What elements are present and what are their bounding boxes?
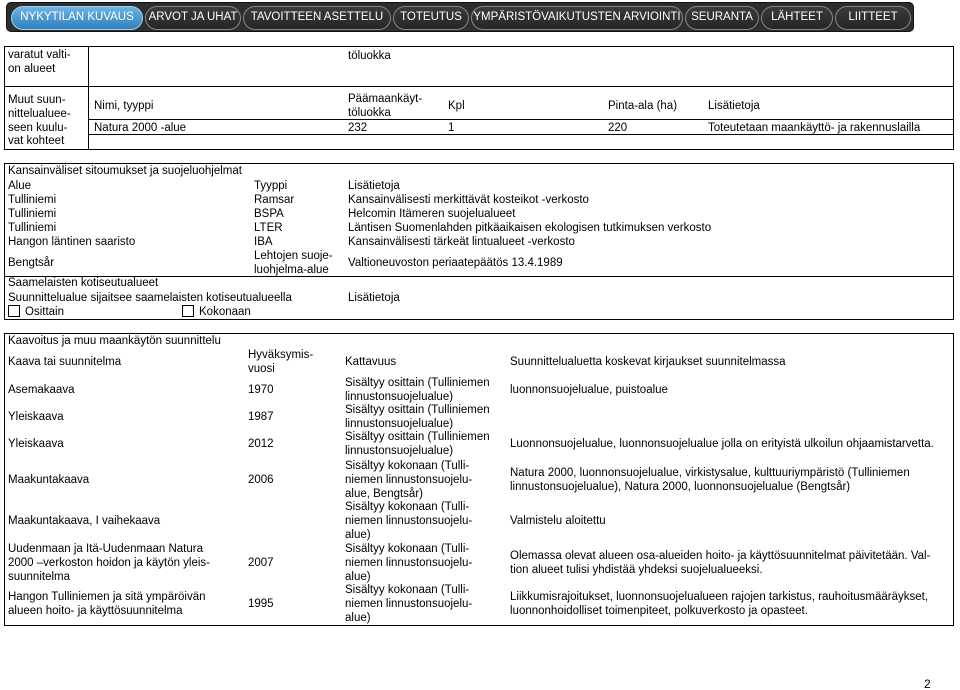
plan-row-notes: luonnonsuojelualue, puistoalue xyxy=(510,384,668,396)
table-row-area: Tulliniemi xyxy=(8,208,57,220)
plan-row-notes: Liikkumisrajoitukset, luonnonsuojelualueen rajojen tarkistus, rauhoitusmääräykset, luonnonhoidolliset toimenpiteet, polkuverkosto ja opasteet. xyxy=(510,591,929,617)
header-area: Pinta-ala (ha) xyxy=(608,100,678,112)
header-extra: Lisätietoja xyxy=(708,100,760,112)
header-year: Hyväksymis- vuosi xyxy=(248,349,314,375)
plan-row-year: 1970 xyxy=(248,384,274,396)
plan-row-coverage: Sisältyy osittain (Tulliniemen linnustonsuojelualue) xyxy=(345,377,490,403)
header-type: Tyyppi xyxy=(254,180,288,192)
plan-row-notes: Valmistelu aloitettu xyxy=(510,515,606,527)
header-count: Kpl xyxy=(448,100,465,112)
tab-nykytilan-kuvaus[interactable] xyxy=(11,6,143,30)
plan-row-year: 2006 xyxy=(248,474,274,486)
header-area: Alue xyxy=(8,180,32,192)
table-row-info: Kansainvälisesti merkittävät kosteikot -verkosto xyxy=(348,194,589,206)
option-full[interactable] xyxy=(182,305,251,320)
tab-lahteet[interactable] xyxy=(761,6,833,30)
land-use-class-fragment: töluokka xyxy=(348,50,391,62)
tab-label: SEURANTA xyxy=(691,11,753,24)
tab-label: TOTEUTUS xyxy=(400,11,462,24)
cell-name: Natura 2000 -alue xyxy=(94,122,187,134)
plan-row-name: Yleiskaava xyxy=(8,411,64,423)
table-row-type: IBA xyxy=(254,236,273,248)
plan-row-name: Maakuntakaava, I vaihekaava xyxy=(8,515,161,527)
option-partial-label: Osittain xyxy=(25,306,64,318)
tab-label: TAVOITTEEN ASETTELU xyxy=(250,11,384,24)
option-full-label: Kokonaan xyxy=(199,306,251,318)
tab-label: YMPÄRISTÖVAIKUTUSTEN ARVIOINTI xyxy=(473,11,681,24)
plan-row-coverage: Sisältyy kokonaan (Tulli- niemen linnustonsuojelu- alue) xyxy=(345,584,473,624)
plan-row-name: Hangon Tulliniemen ja sitä ympäröivän alueen hoito- ja käyttösuunnitelma xyxy=(8,591,206,617)
table-row-area: Hangon läntinen saaristo xyxy=(8,236,136,248)
sami-info: Lisätietoja xyxy=(348,292,400,304)
plan-row-coverage: Sisältyy kokonaan (Tulli- niemen linnustonsuojelu- alue, Bengtsår) xyxy=(345,460,473,500)
tab-ymparistovaikutusten-arviointi[interactable] xyxy=(471,6,683,30)
table-row-type: Lehtojen suoje- luohjelma-alue xyxy=(254,250,333,276)
tab-seuranta[interactable] xyxy=(685,6,759,30)
header-plan: Kaava tai suunnitelma xyxy=(8,356,122,368)
table-row-info: Läntisen Suomenlahden pitkäaikaisen ekologisen tutkimuksen verkosto xyxy=(348,222,712,234)
plan-row-coverage: Sisältyy kokonaan (Tulli- niemen linnustonsuojelu- alue) xyxy=(345,501,473,541)
table-row-type: BSPA xyxy=(254,208,284,220)
option-partial[interactable] xyxy=(8,305,64,320)
tab-label: LÄHTEET xyxy=(771,11,823,24)
tab-tavoitteen-asettelu[interactable] xyxy=(243,6,391,30)
plan-row-name: Yleiskaava xyxy=(8,438,64,450)
plan-row-year: 2007 xyxy=(248,557,274,569)
plan-row-name: Maakuntakaava xyxy=(8,474,90,486)
header-name-type: Nimi, tyyppi xyxy=(94,100,154,112)
sami-section-title: Saamelaisten kotiseutualueet xyxy=(8,277,159,289)
plan-row-coverage: Sisältyy osittain (Tulliniemen linnustonsuojelualue) xyxy=(345,404,490,430)
header-land-use: Päämaankäyt- töluokka xyxy=(348,93,423,119)
plan-row-name: Uudenmaan ja Itä-Uudenmaan Natura 2000 –verkoston hoidon ja käytön yleis- suunnitelma xyxy=(8,543,211,583)
plan-row-coverage: Sisältyy kokonaan (Tulli- niemen linnustonsuojelu- alue) xyxy=(345,543,473,583)
checkbox-partial[interactable] xyxy=(8,305,20,317)
table-row-type: LTER xyxy=(254,222,283,234)
cell-extra: Toteutetaan maankäyttö- ja rakennuslailla xyxy=(708,122,921,134)
cell-count: 1 xyxy=(448,122,455,134)
plan-row-notes: Olemassa olevat alueen osa-alueiden hoito- ja käyttösuunnitelmat päivitetään. Val- tion alueet tulisi yhdistää yhdeksi suojelualueeksi. xyxy=(510,550,931,576)
cell-area: 220 xyxy=(608,122,628,134)
plan-row-notes: Luonnonsuojelualue, luonnonsuojelualue jolla on erityistä ulkoilun ohjaamistarvetta. xyxy=(510,438,934,450)
plan-row-year: 1987 xyxy=(248,411,274,423)
sami-question: Suunnittelualue sijaitsee saamelaisten kotiseutualueella xyxy=(8,292,292,304)
tab-label: ARVOT JA UHAT xyxy=(148,11,238,24)
table-row-area: Tulliniemi xyxy=(8,222,57,234)
tab-label: LIITTEET xyxy=(848,11,898,24)
plan-row-notes: Natura 2000, luonnonsuojelualue, virkistysalue, kulttuuriympäristö (Tulliniemen linnustonsuojelualue), Natura 2000, luonnonsuojelualue (Bengtsår) xyxy=(510,467,910,493)
row-label-other-sites: Muut suun- nittelualuee- seen kuulu- vat kohteet xyxy=(8,94,71,148)
tab-toteutus[interactable] xyxy=(393,6,469,30)
table-row-area: Bengtsår xyxy=(8,257,55,269)
header-coverage: Kattavuus xyxy=(345,356,397,368)
table-row-info: Valtioneuvoston periaatepäätös 13.4.1989 xyxy=(348,257,563,269)
section-title-international: Kansainväliset sitoumukset ja suojeluohjelmat xyxy=(8,165,242,177)
section-title-planning: Kaavoitus ja muu maankäytön suunnittelu xyxy=(8,335,221,347)
header-info: Lisätietoja xyxy=(348,180,400,192)
page-number: 2 xyxy=(924,677,931,690)
plan-row-year: 2012 xyxy=(248,438,274,450)
table-row-area: Tulliniemi xyxy=(8,194,57,206)
top-navigation xyxy=(6,2,914,32)
plan-row-coverage: Sisältyy osittain (Tulliniemen linnustonsuojelualue) xyxy=(345,431,490,457)
plan-row-name: Asemakaava xyxy=(8,384,75,396)
cell-land-use: 232 xyxy=(348,122,368,134)
plan-row-year: 1995 xyxy=(248,598,274,610)
header-notes: Suunnittelualuetta koskevat kirjaukset suunnitelmassa xyxy=(510,356,786,368)
tab-label: NYKYTILAN KUVAUS xyxy=(20,11,134,24)
row-label-state-areas: varatut valti- on alueet xyxy=(8,49,71,75)
tab-arvot-ja-uhat[interactable] xyxy=(145,6,241,30)
tab-liitteet[interactable] xyxy=(835,6,911,30)
table-row-type: Ramsar xyxy=(254,194,295,206)
checkbox-full[interactable] xyxy=(182,305,194,317)
table-row-info: Helcomin Itämeren suojelualueet xyxy=(348,208,516,220)
table-row-info: Kansainvälisesti tärkeät lintualueet -verkosto xyxy=(348,236,575,248)
